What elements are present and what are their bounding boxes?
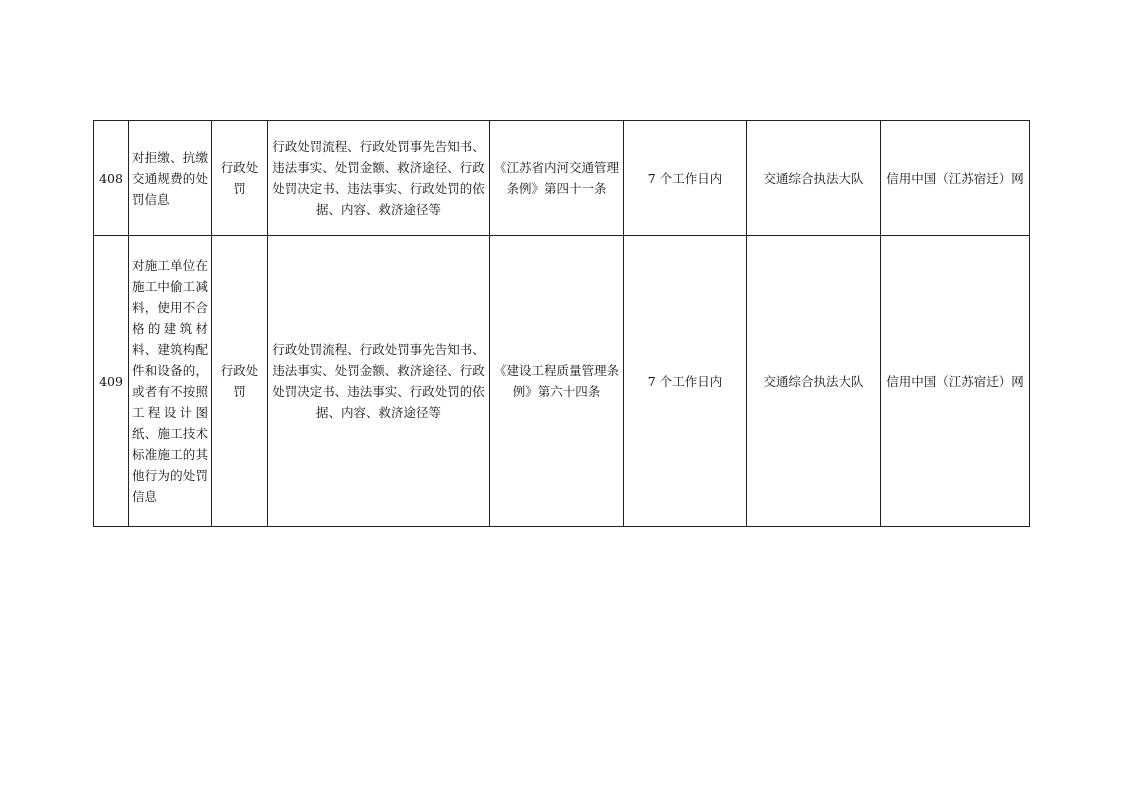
disclosure-channel: 信用中国（江苏宿迁）网 bbox=[881, 121, 1030, 236]
disclosure-channel: 信用中国（江苏宿迁）网 bbox=[881, 236, 1030, 527]
time-limit: 7 个工作日内 bbox=[624, 121, 747, 236]
legal-basis: 《江苏省内河交通管理条例》第四十一条 bbox=[490, 121, 624, 236]
item-category: 行政处罚 bbox=[212, 236, 268, 527]
time-limit: 7 个工作日内 bbox=[624, 236, 747, 527]
row-number: 408 bbox=[94, 121, 129, 236]
item-category: 行政处罚 bbox=[212, 121, 268, 236]
disclosure-content: 行政处罚流程、行政处罚事先告知书、违法事实、处罚金额、救济途径、行政处罚决定书、违法事实、行政处罚的依据、内容、救济途径等 bbox=[268, 236, 490, 527]
legal-basis: 《建设工程质量管理条例》第六十四条 bbox=[490, 236, 624, 527]
row-number: 409 bbox=[94, 236, 129, 527]
responsible-agency: 交通综合执法大队 bbox=[747, 121, 881, 236]
table-row bbox=[94, 121, 1030, 236]
disclosure-content: 行政处罚流程、行政处罚事先告知书、违法事实、处罚金额、救济途径、行政处罚决定书、违法事实、行政处罚的依据、内容、救济途径等 bbox=[268, 121, 490, 236]
item-name: 对施工单位在施工中偷工减料，使用不合格的建筑材料、建筑构配件和设备的，或者有不按照工程设计图纸、施工技术标准施工的其他行为的处罚信息 bbox=[129, 236, 212, 527]
table-row bbox=[94, 236, 1030, 527]
responsible-agency: 交通综合执法大队 bbox=[747, 236, 881, 527]
disclosure-table bbox=[93, 120, 1030, 527]
item-name: 对拒缴、抗缴交通规费的处罚信息 bbox=[129, 121, 212, 236]
